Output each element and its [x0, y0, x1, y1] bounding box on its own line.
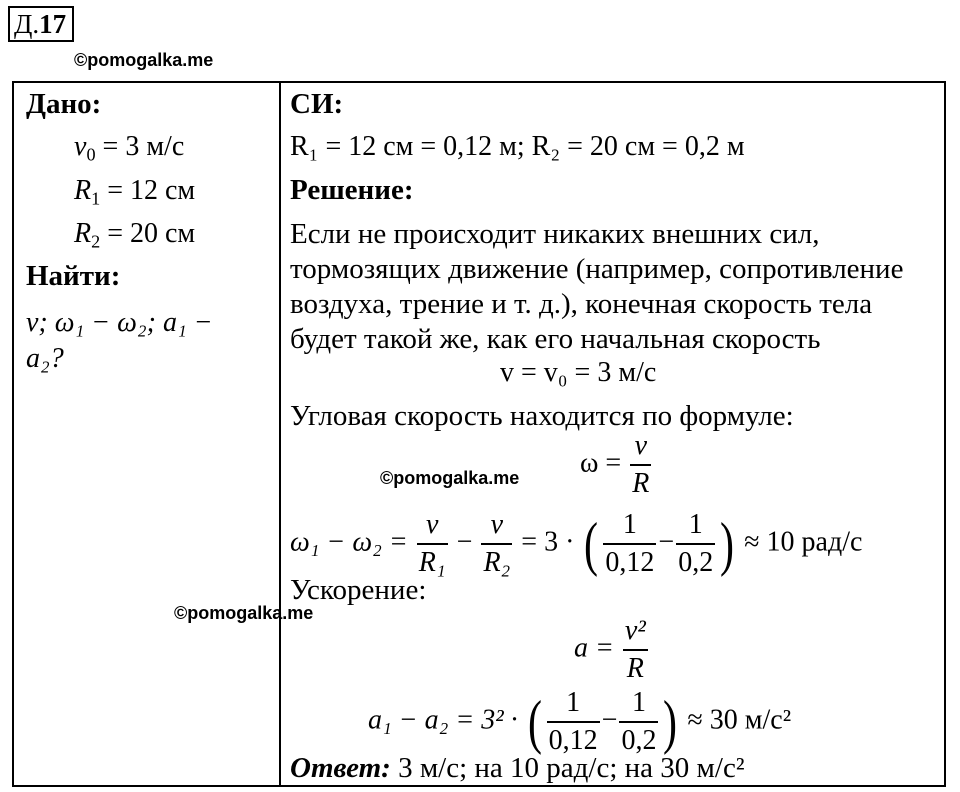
solution-table — [12, 81, 946, 787]
given-title: Дано: — [26, 88, 102, 120]
problem-prefix: Д. — [14, 9, 40, 39]
find-line-1: v; ω₁ − ω₂; a₁ − — [26, 307, 213, 338]
watermark-middle: ©pomogalka.me — [380, 468, 520, 488]
solution-title: Решение: — [290, 174, 414, 206]
given-r1: $R_1 = 12$ см — [74, 175, 196, 209]
equation-v: v = v₀ = 3 м/с — [500, 357, 657, 388]
equation-a: a = $\frac{\text{v²}}{R}$ — [574, 615, 646, 684]
problem-number-value: 17 — [39, 9, 67, 39]
answer-line — [290, 751, 745, 785]
si-conversion: R₁ = 12 см = 0,12 м; R₂ = 20 см = 0,2 м — [290, 131, 745, 162]
angular-velocity-text: Угловая скорость находится по формуле: — [290, 400, 794, 432]
watermark-bottom: ©pomogalka.me — [174, 603, 314, 623]
si-title: СИ: — [290, 88, 344, 120]
paragraph-line-4: будет такой же, как его начальная скорость — [290, 323, 821, 355]
equation-a-difference: a₁ − a₂ = 3² · ( $\frac{1}{0,12}$ − $\frac{1}{0,2}$ ) ≈ 30 м/с² — [368, 687, 792, 756]
acceleration-text: Ускорение: — [290, 574, 427, 606]
answer-label: Ответ: — [290, 752, 391, 784]
paragraph-line-2: тормозящих движение (например, сопротивление — [290, 253, 904, 285]
problem-number — [8, 6, 74, 42]
column-divider — [279, 83, 281, 785]
paragraph-line-1: Если не происходит никаких внешних сил, — [290, 218, 820, 250]
equation-omega: ω = $\frac{v}{R}$ — [580, 430, 650, 499]
paragraph-line-3: воздуха, трение и т. д.), конечная скорость тела — [290, 288, 873, 320]
watermark-top: ©pomogalka.me — [74, 50, 214, 70]
find-title: Найти: — [26, 260, 121, 292]
given-v0: $v_0 = 3$ м/с — [74, 131, 185, 165]
given-r2: $R_2 = 20$ см — [74, 218, 196, 252]
answer-text: 3 м/с; на 10 рад/с; на 30 м/с² — [398, 752, 745, 784]
find-line-2: a₂? — [26, 343, 64, 374]
equation-omega-difference: ω₁ − ω₂ = $\frac{v}{\text{R₁}}$ − $\frac{v}{\text{R₂}}$ = 3 · ( $\frac{1}{0,12}$ − $\frac{1}{0,2}$ ) ≈ 10 рад/с — [290, 509, 863, 578]
